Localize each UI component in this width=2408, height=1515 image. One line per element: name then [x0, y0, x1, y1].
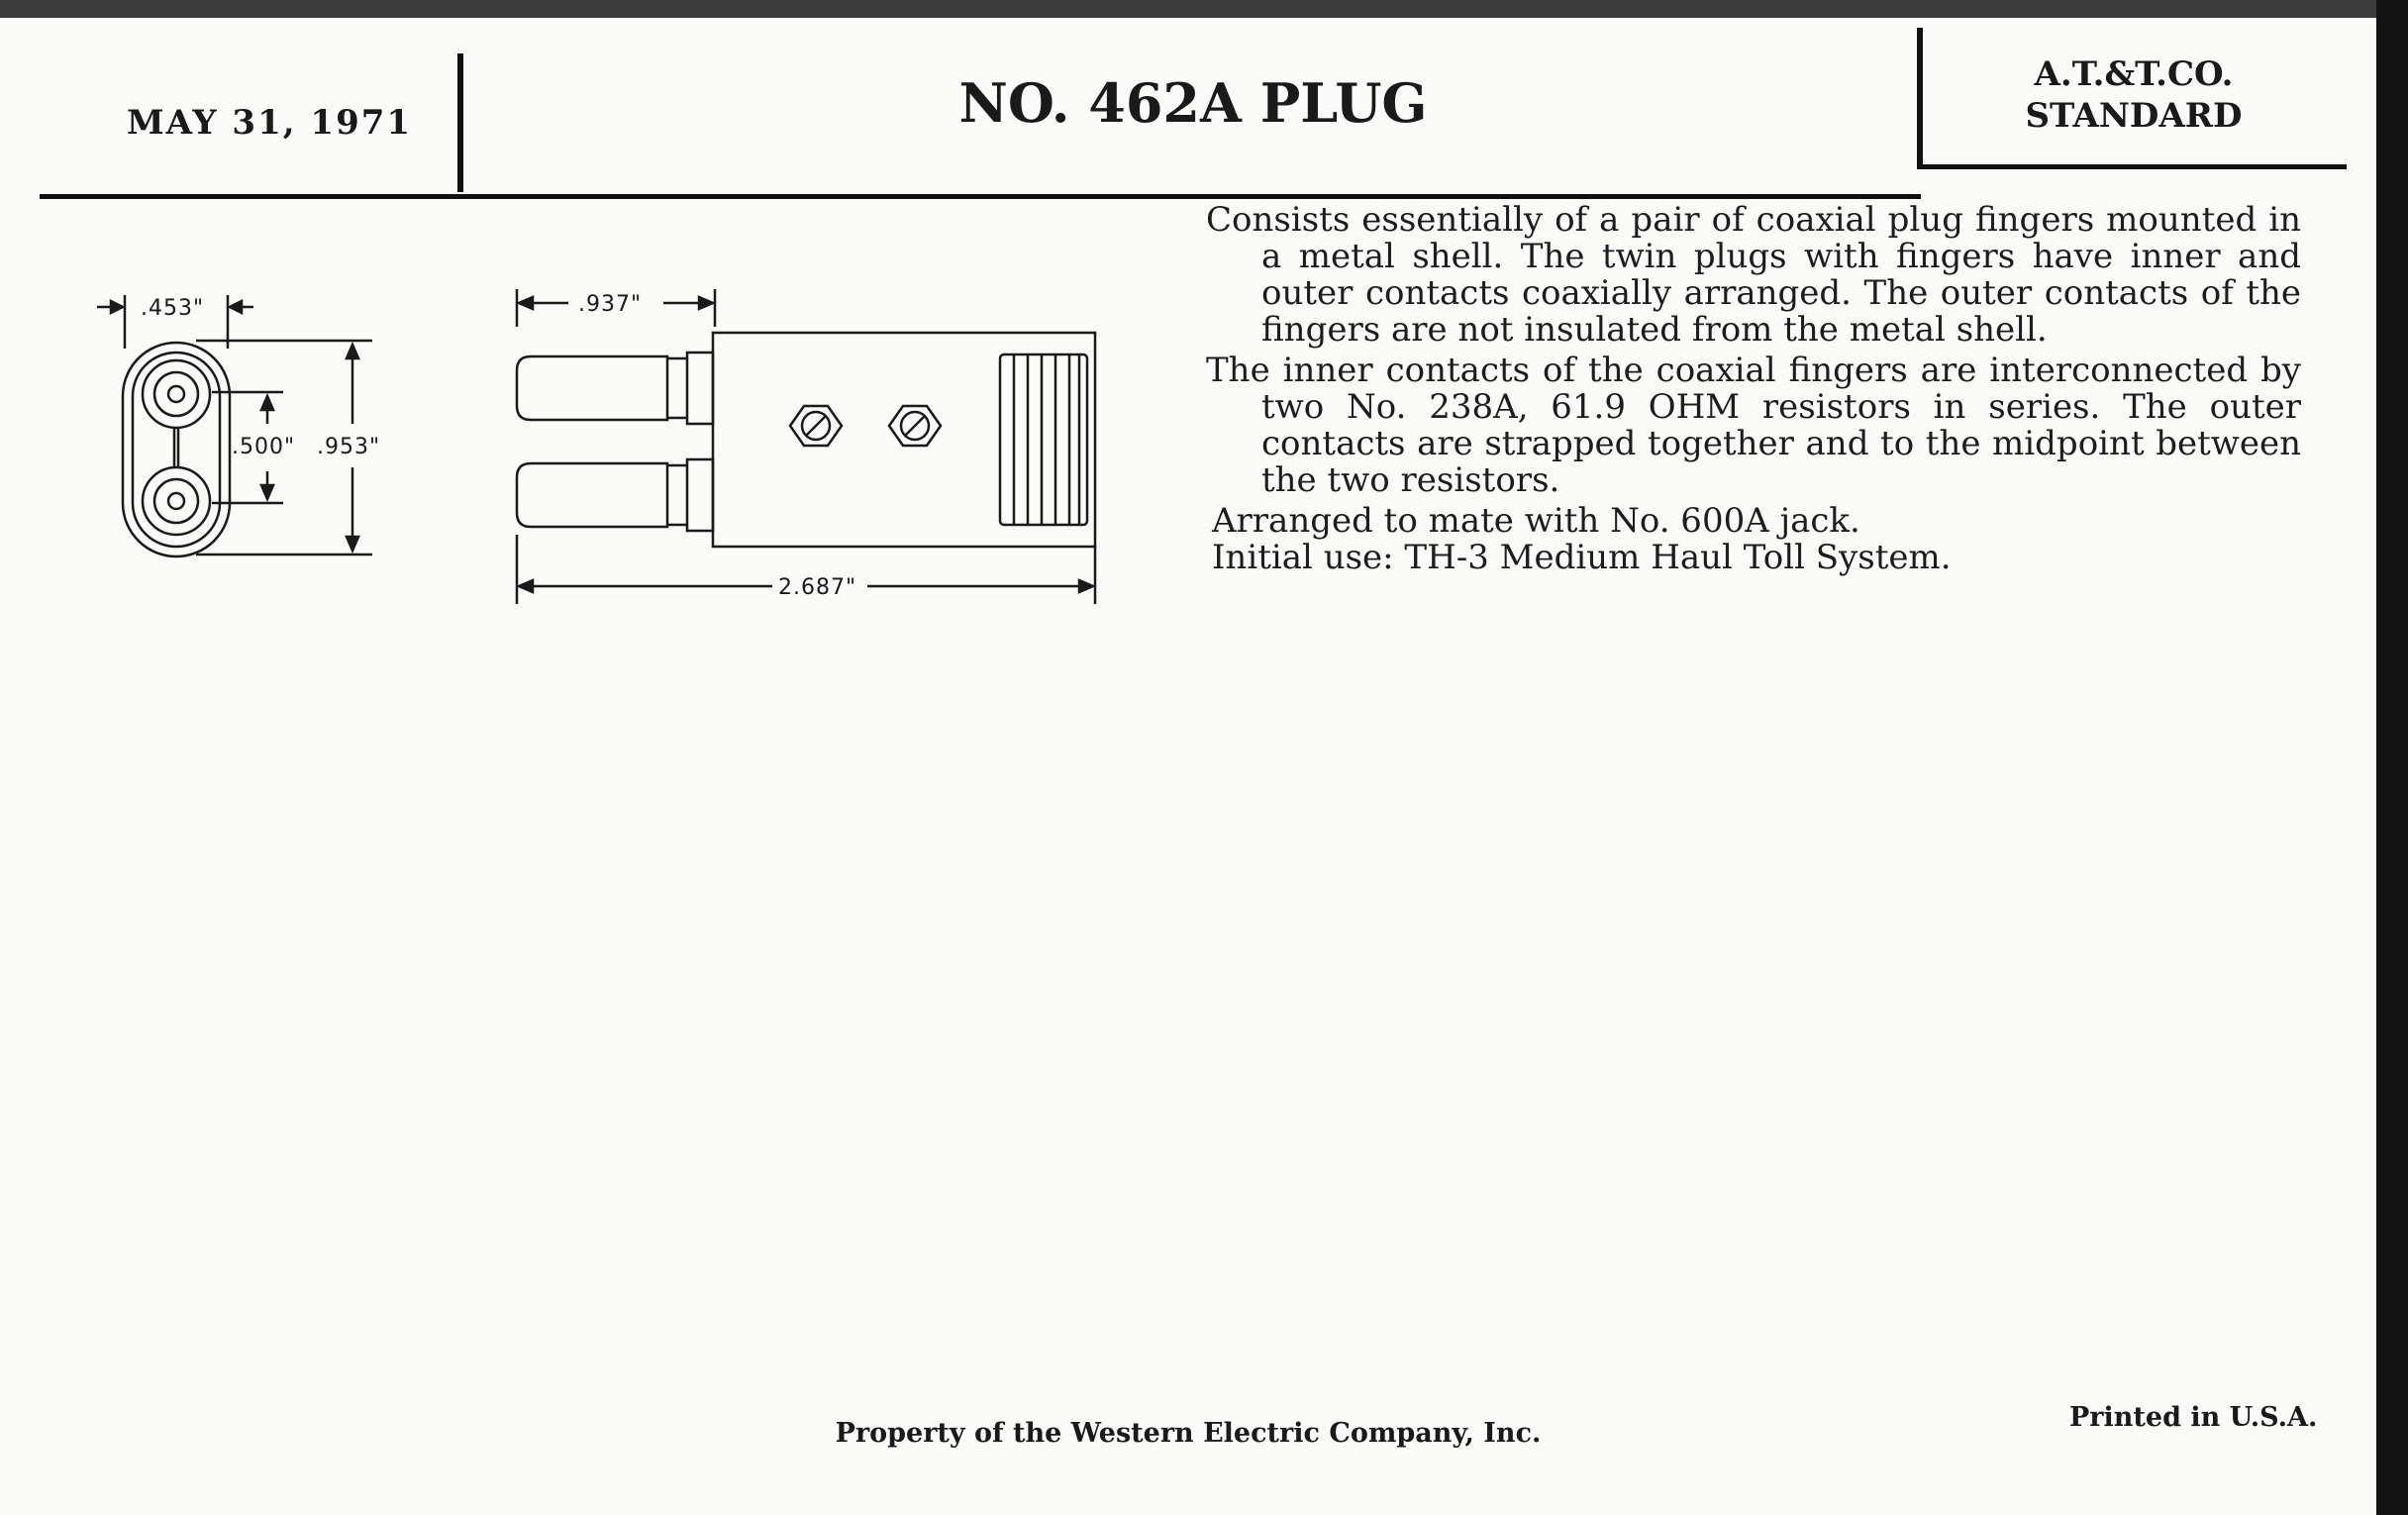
description-paragraph-1: Consists essentially of a pair of coaxial plug fingers mounted in a metal shell. The twin plugs with fingers have inner and outer contacts coaxially arranged. The outer contacts of the fingers are not insulated from the metal shell. [1206, 200, 2301, 350]
end-view [97, 295, 380, 556]
header-divider-left [457, 53, 463, 192]
property-notice: Property of the Western Electric Company, Inc. [835, 1418, 1542, 1449]
header-rule [40, 194, 1921, 199]
dim-width-label: .453" [141, 296, 205, 321]
description-paragraph-4: Initial use: TH-3 Medium Haul Toll System. [1212, 538, 1952, 577]
card-date: MAY 31, 1971 [127, 103, 413, 143]
description [1206, 202, 2301, 576]
standard-label [1931, 53, 2337, 137]
plug-drawing [79, 257, 1208, 673]
card-title: NO. 462A PLUG [958, 71, 1428, 135]
top-edge-shadow [0, 0, 2376, 18]
description-paragraph-3: Arranged to mate with No. 600A jack. [1212, 501, 1860, 541]
dim-finger-length-label: .937" [578, 292, 643, 317]
side-view [517, 289, 1095, 604]
scan-edge [2376, 0, 2408, 1515]
dim-spacing-label: .500" [232, 435, 296, 459]
description-paragraph-2: The inner contacts of the coaxial fingers are interconnected by two No. 238A, 61.9 OHM resistors in series. The outer contacts are strapped together and to the midpoint between the two resistors. [1206, 351, 2301, 500]
header-rule-right [1917, 164, 2347, 169]
dim-height-label: .953" [317, 435, 381, 459]
standard-line-1: A.T.&T.CO. [2034, 54, 2234, 94]
standard-line-2: STANDARD [2025, 96, 2243, 136]
printed-notice: Printed in U.S.A. [2069, 1402, 2318, 1433]
dim-total-length-label: 2.687" [778, 575, 857, 600]
